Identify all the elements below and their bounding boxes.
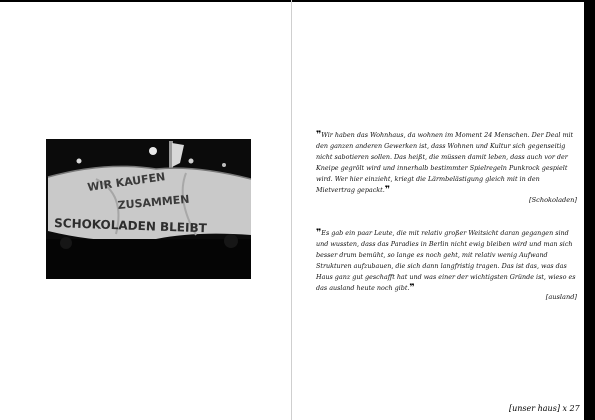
running-head: [unser haus] [509, 404, 560, 413]
street-light-2 [77, 159, 82, 164]
page-spine [291, 0, 292, 420]
quote-schokoladen [316, 130, 578, 196]
page-right-border [584, 0, 595, 420]
banner-line-3: SCHOKOLADEN BLEIBT [53, 216, 208, 236]
attribution-schokoladen: [Schokoladen] [529, 196, 577, 204]
page-number: 27 [569, 404, 580, 413]
crowd-shadow [46, 239, 251, 279]
open-quote-mark: ❞ [316, 130, 322, 140]
quote-schokoladen-text: Wir haben das Wohnhaus, da wohnen im Moment 24 Menschen. Der Deal mit den ganzen anderen Gewerken ist, dass Wohnen und Kultur sich gegenseitig nicht sabotieren sollen. Das heißt, die müssen damit leben, dass auch vor der Kneipe gegrölt wird und innerhalb bestimmter Spielregeln Punkrock gespielt wird. Wer hier einzieht, kriegt die Lärmbelästigung gleich mit in den Mietvertrag gepackt. [316, 131, 574, 194]
banner-line-2: ZUSAMMEN [117, 192, 190, 212]
close-quote-mark: ❞ [409, 283, 415, 293]
banner-photo-drawing [46, 139, 251, 279]
banner-line-1: WIR KAUFEN [86, 170, 167, 194]
street-light-3 [189, 159, 194, 164]
quote-ausland [316, 228, 578, 294]
open-quote-mark: ❞ [316, 228, 322, 238]
quote-ausland-text: Es gab ein paar Leute, die mit relativ großer Weitsicht daran gegangen sind und wussten, dass das Paradies in Berlin nicht ewig bleiben wird und man sich besser drum bemüht, so lange es noch geht, mit relativ wenig Aufwand Strukturen aufzubauen, die sich dann langfristig tragen. Das ist das, was das Haus ganz gut geschafft hat und was einer der wichtigsten Gründe ist, wieso es das ausland heute noch gibt. [316, 229, 576, 292]
page-top-edge [0, 0, 595, 2]
close-quote-mark: ❞ [384, 185, 391, 195]
page-footer [509, 404, 580, 413]
street-light-4 [222, 163, 226, 167]
street-light-1 [149, 147, 157, 155]
attribution-ausland: [ausland] [545, 293, 577, 301]
footer-separator: x [562, 404, 567, 413]
protest-banner-photo [46, 139, 251, 279]
